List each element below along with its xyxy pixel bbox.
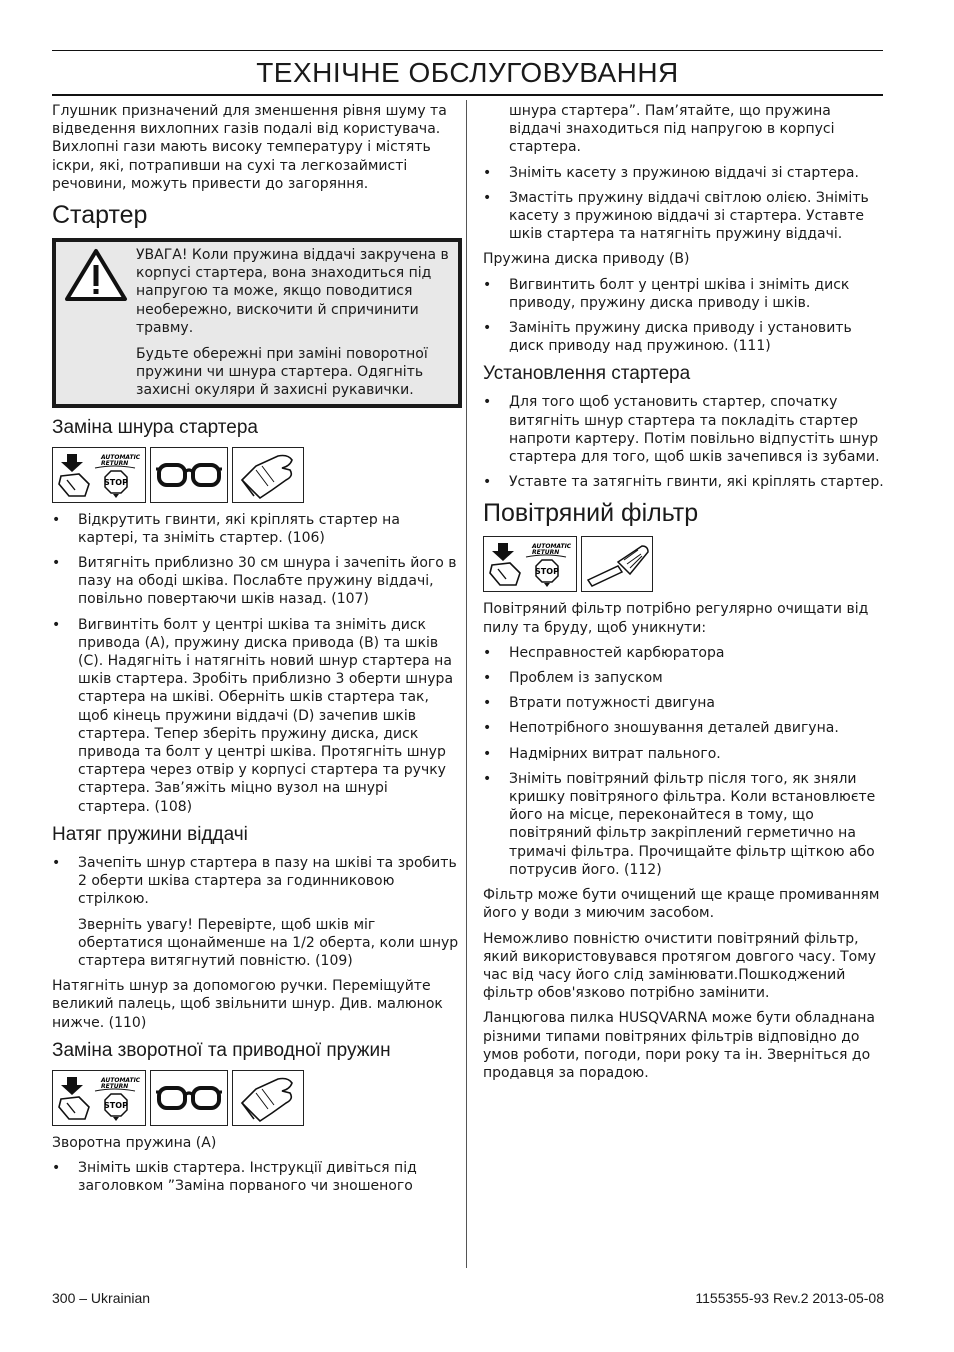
- starter-heading: Стартер: [52, 201, 148, 230]
- return-label: RETURN: [101, 459, 129, 467]
- list-item: • Вигвинтить болт у центрі шківа і зніміть диск приводу, пружину диска приводу і шків.: [483, 276, 885, 312]
- tension-after: Натягніть шнур за допомогою ручки. Переміщуйте великий палець, щоб звільнити шнур. Див. малюнок нижче. (110): [52, 978, 443, 1031]
- filter-icons: [483, 536, 885, 592]
- list-item: • Зніміть шків стартера. Інструкції дивіться під заголовком ”Заміна порваного чи зношеного: [52, 1159, 460, 1195]
- drive-list: [483, 276, 885, 356]
- filter-paragraph: Фільтр може бути очищений ще краще промиванням його у води з миючим засобом.: [483, 887, 880, 922]
- header-rule-top: [52, 50, 883, 51]
- stop-label: STOP: [535, 567, 559, 577]
- list-item: • Зніміть повітряний фільтр після того, як зняли кришку повітряного фільтра. Коли встановлюєте його на місце, переконайтеся в тому, що повітряний фільтр закріплений герметично на тримачі фільтра. Прочищайте фільтр щіткою або потрусив його. (112): [483, 770, 885, 879]
- list-item: • Змастіть пружину віддачі світлою олією. Зніміть касету з пружиною віддачі зі стартера. Уставте шків стартера та натягніть пружину віддачі.: [483, 189, 885, 244]
- list-item: • Відкрутить гвинти, які кріплять стартер на картері, та зніміть стартер. (106): [52, 511, 460, 547]
- drive-spring-label: Пружина диска приводу (B): [483, 251, 690, 268]
- muffler-intro: Глушник призначений для зменшення рівня шуму та відведення вихлопних газів подалі від користувача. Вихлопні гази мають високу температуру і містять іскри, які, потрапивши на сухі та легкозаймисті речовини, можуть привести до загоряння.: [52, 103, 447, 192]
- filter-paragraph: Неможливо повністю очистити повітряний фільтр, який використовувався протягом довгого часу. Тому час від часу його слід замінювати.Пошкоджений фільтр обов'язково потрібно замінити.: [483, 930, 877, 1002]
- cord-heading: Заміна шнура стартера: [52, 416, 258, 438]
- springs-heading: Заміна зворотної та приводної пружин: [52, 1039, 391, 1061]
- left-column: [52, 102, 460, 1202]
- install-heading: Установлення стартера: [483, 363, 691, 385]
- safety-glasses-icon: [150, 1070, 228, 1126]
- filter-intro: Повітряний фільтр потрібно регулярно очищати від пилу та бруду, щоб уникнути:: [483, 601, 869, 636]
- list-item: • Втрати потужності двигуна: [483, 694, 885, 712]
- filter-list: [483, 644, 885, 879]
- right-column: [483, 102, 885, 1089]
- list-item: • Замініть пружину диска приводу і установить диск приводу над пружиною. (111): [483, 319, 885, 355]
- column-separator: [466, 100, 467, 1268]
- springs-icons: [52, 1070, 460, 1126]
- list-item: • Зачепіть шнур стартера в пазу на шківі та зробить 2 оберти шківа стартера за годинниковою стрілкою.: [52, 854, 460, 909]
- page-title: ТЕХНІЧНЕ ОБСЛУГОВУВАННЯ: [256, 57, 679, 88]
- list-item: • Надмірних витрат пального.: [483, 745, 885, 763]
- list-item: • Уставте та затягніть гвинти, які кріплять стартер.: [483, 473, 885, 491]
- automatic-return-stop-icon: [483, 536, 577, 592]
- springs-list: [52, 1159, 460, 1195]
- list-item: • Непотрібного зношування деталей двигуна.: [483, 719, 885, 737]
- header-rule-bottom: [52, 94, 883, 96]
- automatic-return-stop-icon: [52, 1070, 146, 1126]
- list-item: • Проблем із запуском: [483, 669, 885, 687]
- warning-box: [52, 238, 462, 408]
- warning-triangle-icon: [56, 246, 136, 400]
- list-item: • Несправностей карбюратора: [483, 644, 885, 662]
- protective-gloves-icon: [232, 1070, 304, 1126]
- filter-paragraph: Ланцюгова пилка HUSQVARNA може бути обладнана різними типами повітряних фільтрів відповідно до умов роботи, погоди, пори року та ін. Зверніться до продавця за порадою.: [483, 1010, 875, 1081]
- tension-heading: Натяг пружини віддачі: [52, 823, 248, 845]
- list-item: • Для того щоб установить стартер, спочатку витягніть шнур стартера та покладіть стартер напроти картеру. Потім повільно відпустіть шнур стартера для того, щоб шків зачепився із зубами.: [483, 393, 885, 466]
- return-label: RETURN: [532, 549, 560, 557]
- safety-glasses-icon: [150, 447, 228, 503]
- brush-icon: [581, 536, 653, 592]
- page-number: 300 – Ukrainian: [52, 1290, 151, 1306]
- cord-list: [52, 511, 460, 816]
- automatic-label: AUTOMATIC: [532, 543, 572, 551]
- list-item-continued: шнура стартера”. Пам’ятайте, що пружина віддачі знаходиться під напругою в корпусі стартера.: [509, 103, 835, 156]
- tension-list: [52, 854, 460, 909]
- automatic-label: AUTOMATIC: [101, 453, 141, 461]
- warning-text-2: Будьте обережні при заміні поворотної пружини чи шнура стартера. Одягніть захисні окуляри й захисні рукавички.: [136, 346, 428, 399]
- cord-icons: [52, 447, 460, 503]
- stop-label: STOP: [104, 1100, 128, 1110]
- automatic-return-stop-icon: [52, 447, 146, 503]
- automatic-label: AUTOMATIC: [101, 1076, 141, 1084]
- document-id: 1155355-93 Rev.2 2013-05-08: [695, 1290, 884, 1306]
- list-item: • Вигвинтіть болт у центрі шківа та зніміть диск привода (A), пружину диска привода (B) та шків (C). Надягніть і натягніть новий шнур стартера на шків стартера. Зробіть приблизно 3 оберти шнура стартера на шківі. Оберніть шків стартера так, щоб кінець пружини віддачі (D) зачепив шків стартера. Тепер зберіть пружину диска, диск привода та болт у центрі шківа. Протягніть шнур стартера через отвір у корпусі стартера та ручку стартера. Зав’яжіть міцно вузол на шнурі стартера. (108): [52, 616, 460, 816]
- list-item: • Зніміть касету з пружиною віддачі зі стартера.: [483, 164, 885, 182]
- springs-cont-list: [483, 102, 885, 243]
- protective-gloves-icon: [232, 447, 304, 503]
- warning-text-1: УВАГА! Коли пружина віддачі закручена в корпусі стартера, вона знаходиться під напругою та може, якщо поводитися необережно, вискочити й спричинити травму.: [136, 247, 449, 336]
- return-label: RETURN: [101, 1082, 129, 1090]
- return-spring-label: Зворотна пружина (A): [52, 1134, 217, 1151]
- stop-label: STOP: [104, 477, 128, 487]
- filter-heading: Повітряний фільтр: [483, 499, 699, 528]
- tension-note: Зверніть увагу! Перевірте, щоб шків міг обертатися щонайменше на 1/2 оберта, коли шнур стартера витягнутий повністю. (109): [78, 916, 459, 969]
- install-list: [483, 393, 885, 491]
- list-item: • Витягніть приблизно 30 см шнура і зачепіть його в пазу на ободі шківа. Послабте пружину віддачі, повільно повертаючи шків назад. (107): [52, 554, 460, 609]
